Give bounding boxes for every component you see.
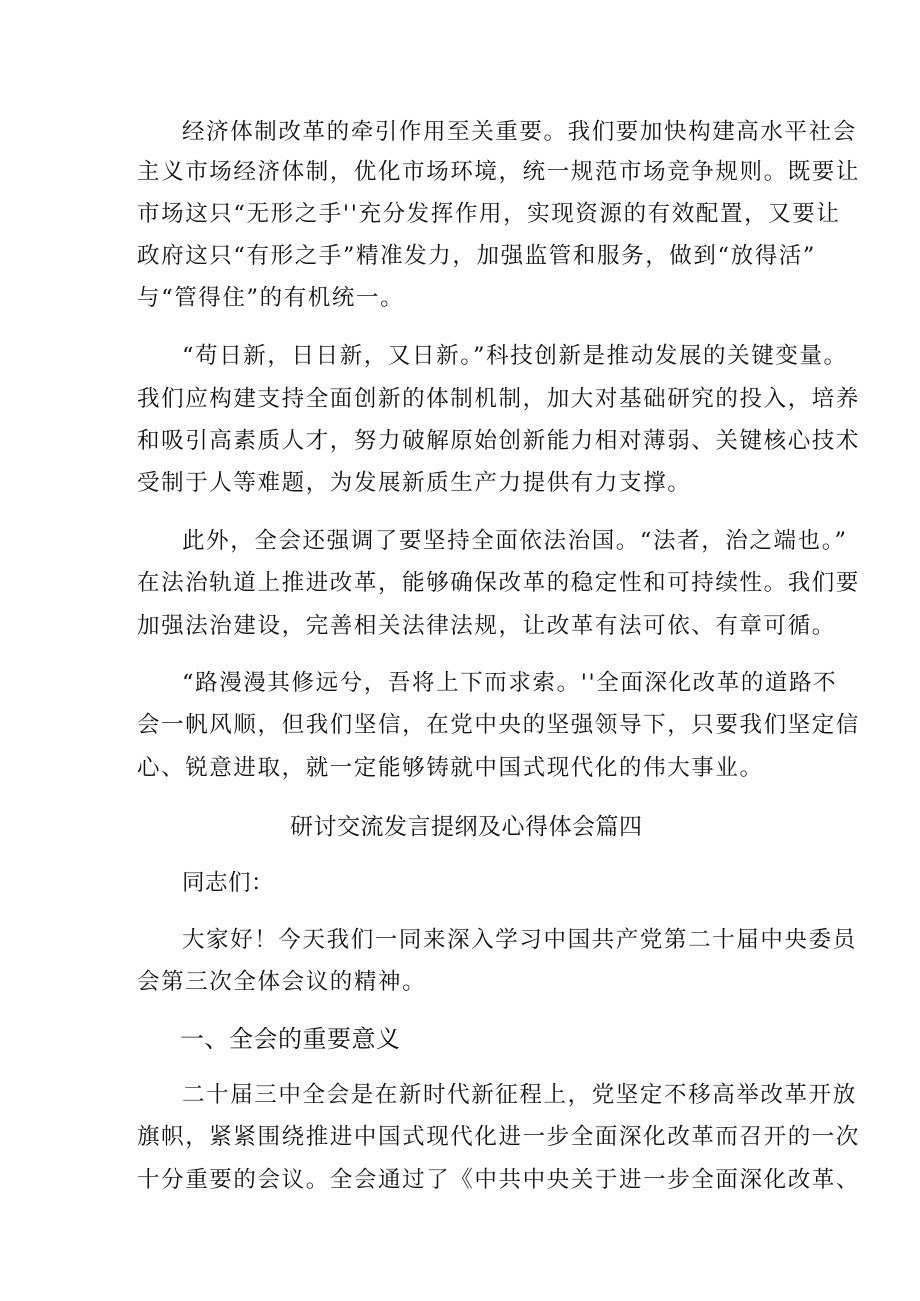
greeting-line-1: 大家好！今天我们一同来深入学习中国共产党第二十届中央委员 — [182, 927, 857, 953]
section-title: 研讨交流发言提纲及心得体会篇四 — [290, 814, 643, 840]
paragraph-1-line-1: 经济体制改革的牵引作用至关重要。我们要加快构建高水平社会 — [182, 119, 857, 145]
paragraph-2-line-2: 我们应构建支持全面创新的体制机制，加大对基础研究的投入，培养 — [137, 386, 861, 412]
paragraph-3-line-1: 此外，全会还强调了要坚持全面依法治国。“法者，治之端也。” — [182, 528, 848, 554]
heading-1: 一、全会的重要意义 — [180, 1025, 401, 1053]
paragraph-4-line-1: “路漫漫其修远兮，吾将上下而求索。''全面深化改革的道路不 — [182, 670, 838, 696]
paragraph-1-line-2: 主义市场经济体制，优化市场环境，统一规范市场竞争规则。既要让 — [137, 159, 861, 185]
paragraph-3-line-3: 加强法治建设，完善相关法律法规，让改革有法可依、有章可循。 — [137, 613, 836, 639]
paragraph-2-line-4: 受制于人等难题，为发展新质生产力提供有力支撑。 — [137, 470, 692, 496]
paragraph-1-line-3: 市场这只“无形之手''充分发挥作用，实现资源的有效配置，又要让 — [137, 201, 841, 227]
paragraph-4-line-2: 会一帆风顺，但我们坚信，在党中央的坚强领导下，只要我们坚定信 — [137, 712, 861, 738]
paragraph-2-line-1: “苟日新，日日新，又日新。”科技创新是推动发展的关键变量。 — [182, 343, 848, 369]
paragraph-2-line-3: 和吸引高素质人才，努力破解原始创新能力相对薄弱、关键核心技术 — [137, 428, 861, 454]
last-paragraph-line-2: 旗帜，紧紧围绕推进中国式现代化进一步全面深化改革而召开的一次 — [137, 1124, 861, 1150]
greeting-line-2: 会第三次全体会议的精神。 — [137, 969, 427, 995]
last-paragraph-line-1: 二十届三中全会是在新时代新征程上，党坚定不移高举改革开放 — [182, 1082, 857, 1108]
paragraph-4-line-3: 心、锐意进取，就一定能够铸就中国式现代化的伟大事业。 — [137, 755, 764, 781]
last-paragraph-line-3: 十分重要的会议。全会通过了《中共中央关于进一步全面深化改革、 — [137, 1167, 861, 1193]
paragraph-1-line-5: 与“管得住”的有机统一。 — [137, 285, 405, 311]
paragraph-3-line-2: 在法治轨道上推进改革，能够确保改革的稳定性和可持续性。我们要 — [137, 570, 861, 596]
salutation: 同志们： — [182, 870, 275, 896]
paragraph-1-line-4: 政府这只“有形之手”精准发力，加强监管和服务，做到“放得活” — [137, 243, 817, 269]
